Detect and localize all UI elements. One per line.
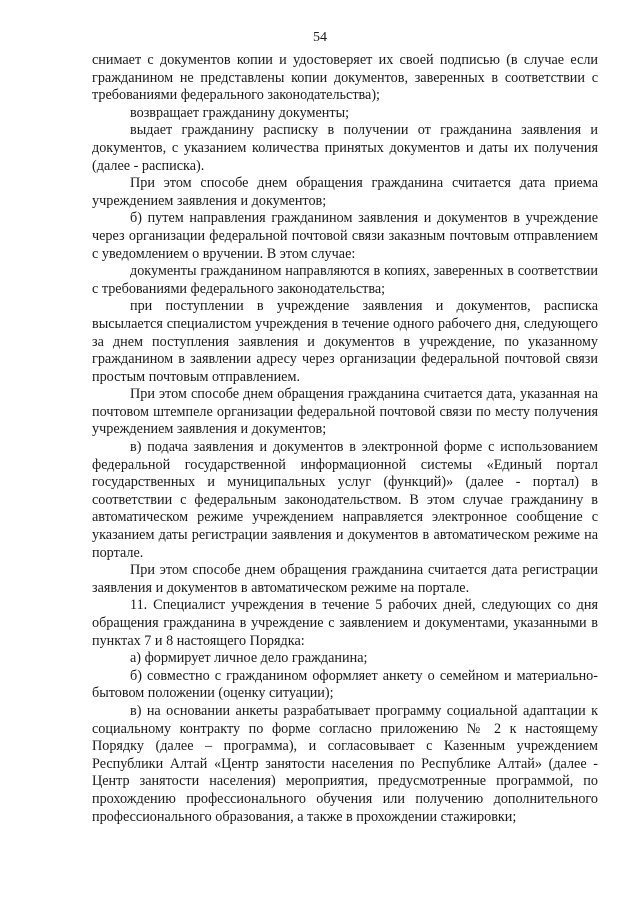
paragraph: а) формирует личное дело гражданина; (130, 650, 368, 667)
paragraph: б) совместно с гражданином оформляет анкету о семейном и материально-бытовом положении (оценку ситуации); (92, 667, 598, 702)
paragraph: в) подача заявления и документов в электронной форме с использованием федеральной государственной информационной системы «Единый портал государственных и муниципальных услуг (функций)» (далее - портал) в соответствии с федеральным законодательством. В этом случае гражданину в автоматическом режиме учреждением направляется электронное сообщение с указанием даты регистрации заявления и документов в автоматическом режиме на портале. (92, 439, 598, 561)
paragraph: 11. Специалист учреждения в течение 5 рабочих дней, следующих со дня обращения гражданина в учреждение с заявлением и документами, указанными в пунктах 7 и 8 настоящего Порядка: (92, 597, 598, 649)
paragraph: документы гражданином направляются в копиях, заверенных в соответствии с требованиями федерального законодательства; (92, 263, 598, 297)
paragraph: б) путем направления гражданином заявления и документов в учреждение через организации федеральной почтовой связи заказным почтовым отправлением с уведомлением о вручении. В этом случае: (92, 210, 598, 262)
document-body (92, 52, 598, 826)
page-number: 54 (313, 30, 327, 45)
paragraph: выдает гражданину расписку в получении от гражданина заявления и документов, с указанием количества принятых документов и даты их получения (далее - расписка). (92, 122, 598, 174)
paragraph: при поступлении в учреждение заявления и документов, расписка высылается специалистом учреждения в течение одного рабочего дня, следующего за днем поступления заявления и документов в учреждение, по указанному гражданином в заявлении адресу через организации федеральной почтовой связи простым почтовым отправлением. (92, 298, 598, 385)
paragraph: При этом способе днем обращения гражданина считается дата приема учреждением заявления и документов; (92, 175, 598, 209)
paragraph: снимает с документов копии и удостоверяет их своей подписью (в случае если гражданином не представлены копии документов, заверенных в соответствии с требованиями федерального законодательства); (92, 52, 598, 104)
paragraph: в) на основании анкеты разрабатывает программу социальной адаптации к социальному контракту по форме согласно приложению № 2 к настоящему Порядку (далее – программа), и согласовывает с Казенным учреждением Республики Алтай «Центр занятости населения по Республике Алтай» (далее - Центр занятости населения) мероприятия, предусмотренные программой, по прохождению профессионального обучения или получению дополнительного профессионального образования, а также в прохождении стажировки; (92, 702, 598, 825)
paragraph: При этом способе днем обращения гражданина считается дата регистрации заявления и документов в автоматическом режиме на портале. (92, 562, 598, 596)
paragraph: возвращает гражданину документы; (130, 104, 350, 121)
paragraph: При этом способе днем обращения гражданина считается дата, указанная на почтовом штемпеле организации федеральной почтовой связи по месту получения учреждением заявления и документов; (92, 386, 598, 438)
